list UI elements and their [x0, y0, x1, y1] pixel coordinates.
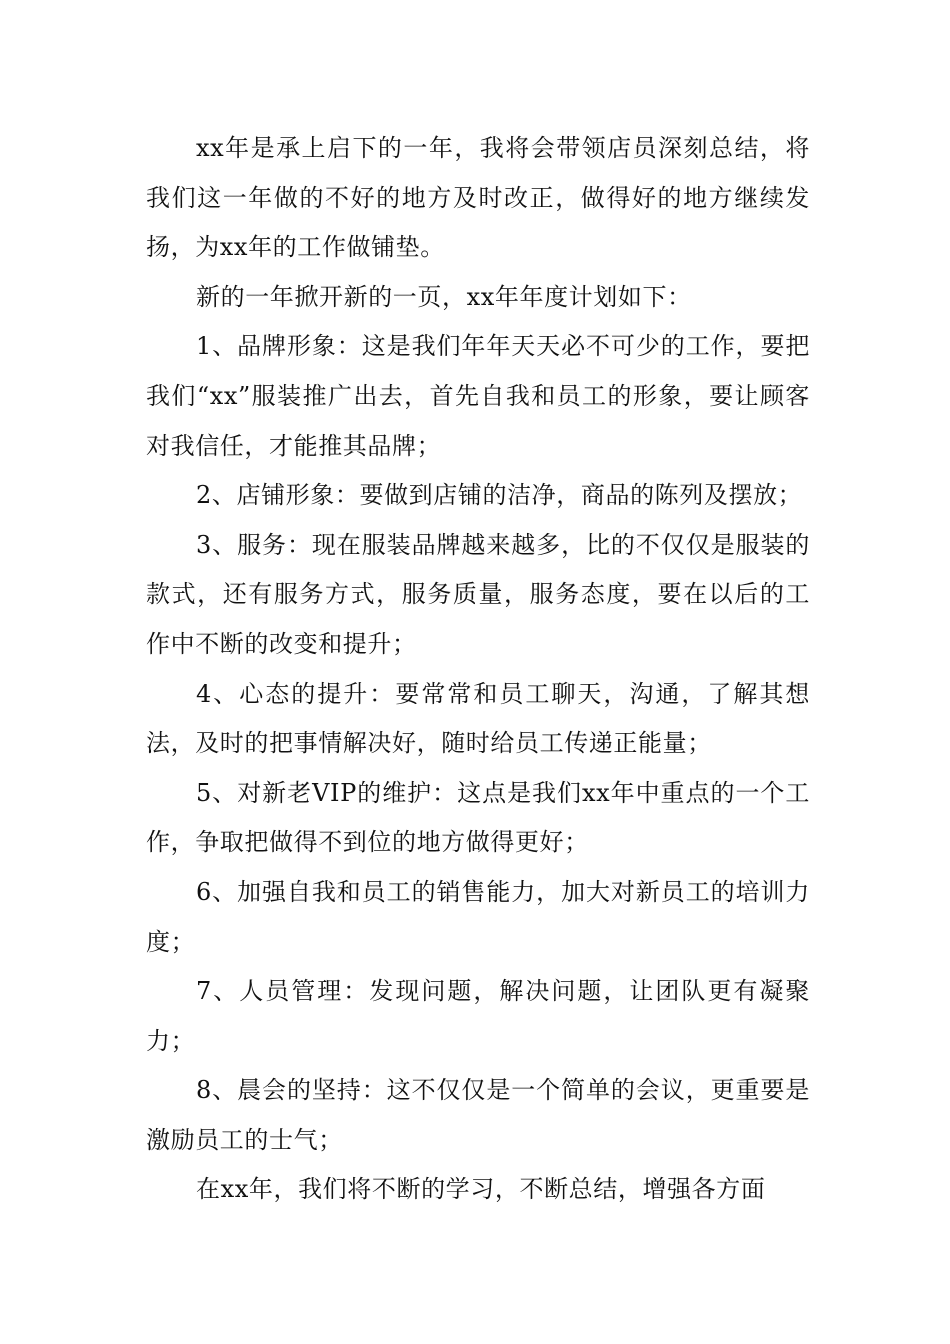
- paragraph-closing: 在xx年，我们将不断的学习，不断总结，增强各方面: [196, 1175, 766, 1204]
- document-body: [146, 124, 810, 1215]
- paragraph-item-3: 3、服务：现在服装品牌越来越多，比的不仅仅是服装的款式，还有服务方式，服务质量，服务态度，要在以后的工作中不断的改变和提升；: [146, 530, 810, 658]
- paragraph-item-8: 8、晨会的坚持：这不仅仅是一个简单的会议，更重要是激励员工的士气；: [146, 1076, 810, 1154]
- paragraph-item-4: 4、心态的提升：要常常和员工聊天，沟通，了解其想法，及时的把事情解决好，随时给员工传递正能量；: [146, 679, 810, 758]
- paragraph-item-1: 1、品牌形象：这是我们年年天天必不可少的工作，要把我们“xx”服装推广出去，首先自我和员工的形象，要让顾客对我信任，才能推其品牌；: [146, 332, 810, 460]
- paragraph-item-6: 6、加强自我和员工的销售能力，加大对新员工的培训力度；: [146, 877, 810, 956]
- paragraph-item-2: 2、店铺形象：要做到店铺的洁净，商品的陈列及摆放；: [196, 481, 803, 510]
- paragraph-plan-heading: 新的一年掀开新的一页，xx年年度计划如下：: [196, 282, 692, 311]
- paragraph-intro: xx年是承上启下的一年，我将会带领店员深刻总结，将我们这一年做的不好的地方及时改正，做得好的地方继续发扬，为xx年的工作做铺垫。: [146, 134, 810, 262]
- paragraph-item-7: 7、人员管理：发现问题，解决问题，让团队更有凝聚力；: [146, 977, 810, 1055]
- paragraph-item-5: 5、对新老VIP的维护：这点是我们xx年中重点的一个工作，争取把做得不到位的地方做得更好；: [146, 778, 810, 857]
